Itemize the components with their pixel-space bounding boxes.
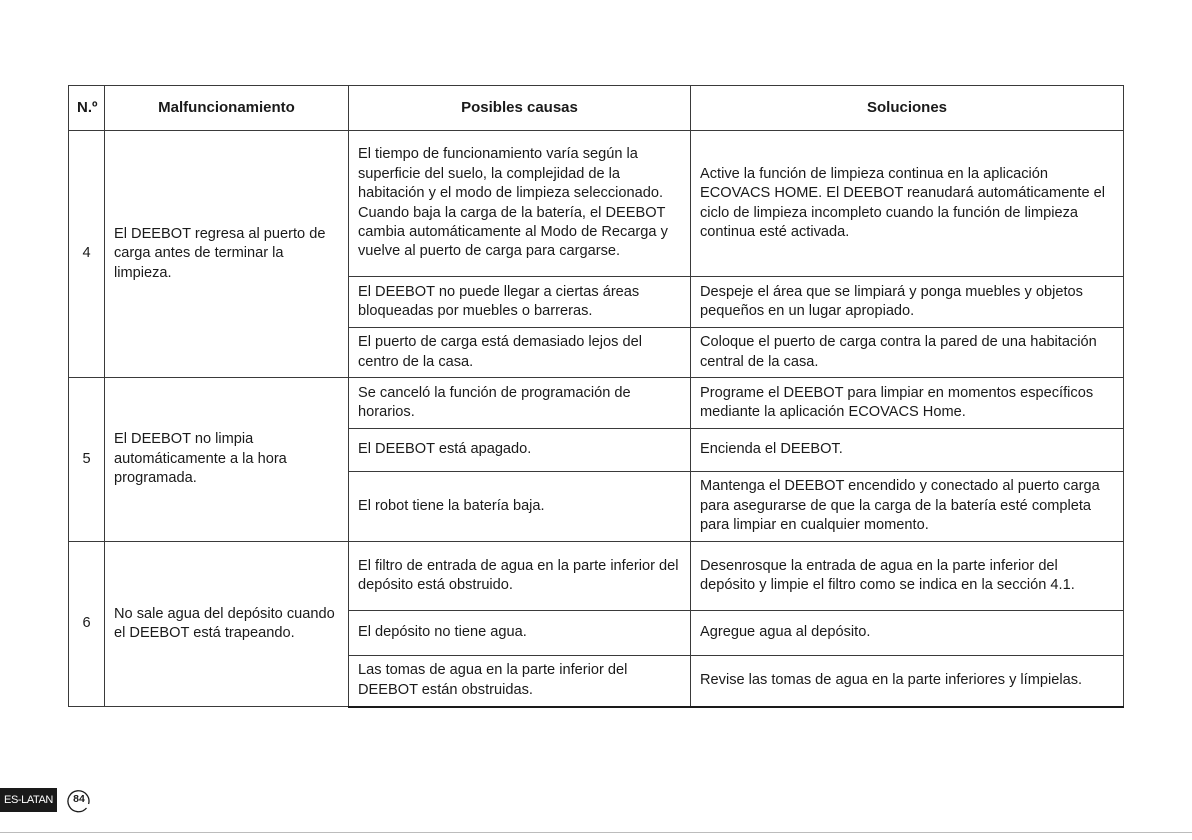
table-header-row [69, 86, 1124, 131]
table-row [69, 378, 1124, 429]
page-number-label: 84 [73, 793, 85, 805]
cause-cell: Las tomas de agua en la parte inferior del DEEBOT están obstruidas. [349, 656, 691, 707]
row-number: 4 [69, 131, 105, 378]
solution-cell: Desenrosque la entrada de agua en la parte inferior del depósito y limpie el filtro como se indica en la sección 4.1. [691, 542, 1124, 611]
header-solutions: Soluciones [691, 86, 1124, 131]
row-number: 5 [69, 378, 105, 542]
header-causes: Posibles causas [349, 86, 691, 131]
solution-cell: Despeje el área que se limpiará y ponga muebles y objetos pequeños en un lugar apropiado. [691, 277, 1124, 328]
solution-cell: Coloque el puerto de carga contra la pared de una habitación central de la casa. [691, 328, 1124, 378]
solution-cell: Programe el DEEBOT para limpiar en momentos específicos mediante la aplicación ECOVACS Home. [691, 378, 1124, 429]
cause-cell: El DEEBOT está apagado. [349, 429, 691, 472]
troubleshooting-table-wrapper [68, 85, 1123, 708]
solution-cell: Revise las tomas de agua en la parte inferiores y límpielas. [691, 656, 1124, 707]
cause-cell: El robot tiene la batería baja. [349, 472, 691, 542]
table-row [69, 131, 1124, 277]
solution-cell: Encienda el DEEBOT. [691, 429, 1124, 472]
cause-cell: El puerto de carga está demasiado lejos del centro de la casa. [349, 328, 691, 378]
malfunction-cell: No sale agua del depósito cuando el DEEBOT está trapeando. [105, 542, 349, 707]
cause-cell: El tiempo de funcionamiento varía según la superficie del suelo, la complejidad de la habitación y el modo de limpieza seleccionado. Cuando baja la carga de la batería, el DEEBOT cambia automáticamente al Modo de Recarga y vuelve al puerto de carga para cargarse. [349, 131, 691, 277]
cause-cell: El DEEBOT no puede llegar a ciertas áreas bloqueadas por muebles o barreras. [349, 277, 691, 328]
page-number [66, 787, 92, 813]
header-number: N.º [69, 86, 105, 131]
cause-cell: El filtro de entrada de agua en la parte inferior del depósito está obstruido. [349, 542, 691, 611]
region-tag: ES-LATAN [0, 788, 57, 812]
header-malfunction: Malfuncionamiento [105, 86, 349, 131]
troubleshooting-table [68, 85, 1124, 708]
bottom-divider [0, 832, 1192, 833]
row-number: 6 [69, 542, 105, 707]
solution-cell: Active la función de limpieza continua en la aplicación ECOVACS HOME. El DEEBOT reanudará automáticamente el ciclo de limpieza incompleto cuando la función de limpieza continua esté activada. [691, 131, 1124, 277]
solution-cell: Mantenga el DEEBOT encendido y conectado al puerto carga para asegurarse de que la carga de la batería esté completa para limpiar en cualquier momento. [691, 472, 1124, 542]
malfunction-cell: El DEEBOT regresa al puerto de carga antes de terminar la limpieza. [105, 131, 349, 378]
cause-cell: Se canceló la función de programación de horarios. [349, 378, 691, 429]
table-row [69, 542, 1124, 611]
malfunction-cell: El DEEBOT no limpia automáticamente a la hora programada. [105, 378, 349, 542]
cause-cell: El depósito no tiene agua. [349, 611, 691, 656]
solution-cell: Agregue agua al depósito. [691, 611, 1124, 656]
